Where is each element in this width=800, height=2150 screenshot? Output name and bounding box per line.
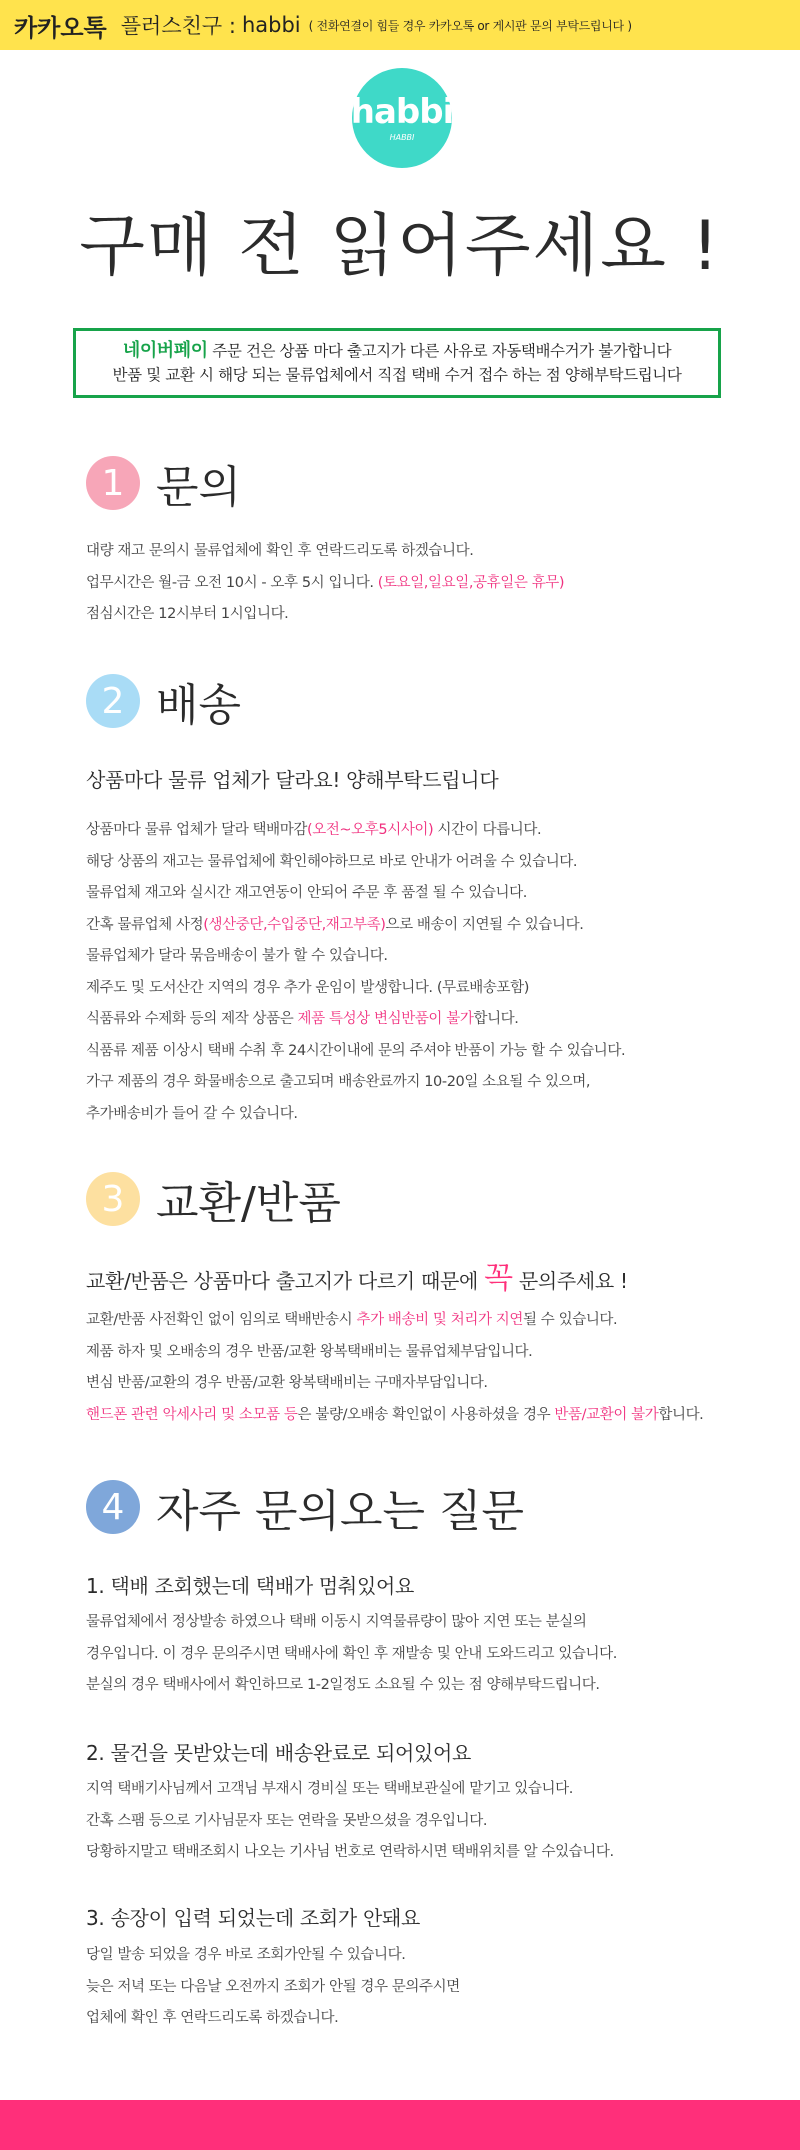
section-shipping-header bbox=[86, 669, 241, 733]
top-banner bbox=[0, 0, 800, 50]
section-number-badge: 2 bbox=[86, 674, 140, 728]
naverpay-label: 네이버페이 bbox=[122, 340, 208, 361]
text-line bbox=[86, 1004, 786, 1036]
text-line: 물류업체 재고와 실시간 재고연동이 안되어 주문 후 품절 될 수 있습니다. bbox=[86, 885, 527, 901]
text-segment: 합니다. bbox=[658, 1406, 704, 1423]
text-segment: 식품류와 수제화 등의 제작 상품은 bbox=[86, 1011, 298, 1027]
text-line: 분실의 경우 택배사에서 확인하므로 1-2일정도 소요될 수 있는 점 양해부탁드립니다. bbox=[86, 1677, 600, 1693]
text-line: 제품 하자 및 오배송의 경우 반품/교환 왕복택배비는 물류업체부담입니다. bbox=[86, 1343, 533, 1360]
faq-answer-1 bbox=[86, 1607, 786, 1702]
section-exchange-header bbox=[86, 1167, 341, 1231]
text-segment: 교환/반품 사전확인 없이 임의로 택배반송시 bbox=[86, 1312, 357, 1328]
faq-question-3: 3. 송장이 입력 되었는데 조회가 안돼요 bbox=[86, 1906, 421, 1930]
text-line bbox=[86, 815, 786, 847]
highlight-text: 추가 배송비 및 처리가 지연 bbox=[356, 1312, 523, 1328]
bottom-banner bbox=[0, 2100, 800, 2150]
highlight-text: (생산중단,수입중단,재고부족) bbox=[203, 916, 386, 933]
naverpay-notice-box bbox=[73, 328, 721, 398]
page-title: 구매 전 읽어주세요 ! bbox=[79, 207, 721, 286]
kakao-id: habbi bbox=[241, 13, 301, 37]
text-segment: 으로 배송이 지연될 수 있습니다. bbox=[385, 916, 584, 933]
text-segment: 교환/반품은 상품마다 출고지가 다르기 때문에 bbox=[86, 1269, 485, 1293]
text-segment: 상품마다 물류 업체가 달라 택배마감 bbox=[86, 822, 307, 838]
section-title: 배송 bbox=[156, 680, 242, 731]
faq-answer-3 bbox=[86, 1940, 786, 2035]
text-line: 물류업체에서 정상발송 하였으나 택배 이동시 지역물류량이 많아 지연 또는 분실의 bbox=[86, 1614, 587, 1630]
text-line: 업체에 확인 후 연락드리도록 하겠습니다. bbox=[86, 2010, 339, 2026]
plus-friend-label: 플러스친구 : bbox=[120, 14, 236, 38]
faq-question-1: 1. 택배 조회했는데 택배가 멈춰있어요 bbox=[86, 1574, 415, 1598]
section-faq-header bbox=[86, 1475, 524, 1539]
logo-word: habbi bbox=[350, 91, 454, 132]
exchange-subtitle bbox=[86, 1253, 628, 1297]
text-line: 점심시간은 12시부터 1시입니다. bbox=[86, 606, 289, 622]
text-line: 물류업체가 달라 묶음배송이 불가 할 수 있습니다. bbox=[86, 948, 388, 964]
text-line bbox=[86, 1305, 786, 1337]
exchange-text bbox=[86, 1305, 786, 1431]
section-title: 자주 문의오는 질문 bbox=[156, 1486, 525, 1537]
faq-question-2: 2. 물건을 못받았는데 배송완료로 되어있어요 bbox=[86, 1741, 472, 1765]
text-segment: 문의주세요 ! bbox=[512, 1269, 628, 1293]
highlight-text: 핸드폰 관련 악세사리 및 소모품 등 bbox=[86, 1406, 298, 1423]
highlight-text: 제품 특성상 변심반품이 불가 bbox=[297, 1011, 474, 1027]
emphasis-text: 꼭 bbox=[484, 1261, 513, 1296]
text-segment: 업무시간은 월-금 오전 10시 - 오후 5시 입니다. bbox=[86, 574, 378, 591]
text-segment: 은 불량/오배송 확인없이 사용하셨을 경우 bbox=[297, 1406, 555, 1423]
highlight-text: 반품/교환이 불가 bbox=[554, 1406, 659, 1423]
text-line bbox=[86, 1400, 786, 1432]
section-inquiry-header bbox=[86, 451, 241, 515]
text-line: 식품류 제품 이상시 택배 수취 후 24시간이내에 문의 주셔야 반품이 가능 할 수 있습니다. bbox=[86, 1042, 626, 1059]
section-title: 교환/반품 bbox=[156, 1178, 341, 1229]
text-line: 가구 제품의 경우 화물배송으로 출고되며 배송완료까지 10-20일 소요될 수 있으며, bbox=[86, 1074, 591, 1090]
section-title: 문의 bbox=[156, 462, 242, 513]
text-line: 대량 재고 문의시 물류업체에 확인 후 연락드리도록 하겠습니다. bbox=[86, 543, 474, 559]
text-line: 당일 발송 되었을 경우 바로 조회가안될 수 있습니다. bbox=[86, 1947, 406, 1963]
text-segment: 시간이 다릅니다. bbox=[433, 822, 542, 838]
kakaotalk-label: 카카오톡 bbox=[14, 13, 107, 42]
text-line: 경우입니다. 이 경우 문의주시면 택배사에 확인 후 재발송 및 안내 도와드리고 있습니다. bbox=[86, 1645, 617, 1662]
contact-note: ( 전화연결이 힘들 경우 카카오톡 or 게시판 문의 부탁드립니다 ) bbox=[308, 18, 632, 33]
section-number-badge: 3 bbox=[86, 1172, 140, 1226]
text-line bbox=[86, 568, 786, 600]
highlight-text: (토요일,일요일,공휴일은 휴무) bbox=[377, 574, 565, 591]
text-line: 간혹 스팸 등으로 기사님문자 또는 연락을 못받으셨을 경우입니다. bbox=[86, 1812, 488, 1829]
notice-line-2: 반품 및 교환 시 해당 되는 물류업체에서 직접 택배 수거 접수 하는 점 양해부탁드립니다 bbox=[112, 366, 682, 384]
text-line bbox=[86, 910, 786, 942]
text-line: 변심 반품/교환의 경우 반품/교환 왕복택배비는 구매자부담입니다. bbox=[86, 1375, 488, 1391]
text-line: 추가배송비가 들어 갈 수 있습니다. bbox=[86, 1105, 298, 1122]
highlight-text: (오전~오후5시사이) bbox=[306, 822, 434, 838]
text-line: 늦은 저녁 또는 다음날 오전까지 조회가 안될 경우 문의주시면 bbox=[86, 1978, 460, 1995]
shipping-subtitle: 상품마다 물류 업체가 달라요! 양해부탁드립니다 bbox=[86, 768, 499, 792]
shipping-text bbox=[86, 815, 786, 1130]
text-line: 해당 상품의 재고는 물류업체에 확인해야하므로 바로 안내가 어려울 수 있습니다. bbox=[86, 853, 578, 870]
section-number-badge: 4 bbox=[86, 1480, 140, 1534]
logo-subtext: HABBI bbox=[389, 132, 415, 142]
notice-line-1-text: 주문 건은 상품 마다 출고지가 다른 사유로 자동택배수거가 불가합니다 bbox=[207, 342, 672, 360]
text-line: 제주도 및 도서산간 지역의 경우 추가 운임이 발생합니다. (무료배송포함) bbox=[86, 979, 529, 996]
text-line: 지역 택배기사님께서 고객님 부재시 경비실 또는 택배보관실에 맡기고 있습니다. bbox=[86, 1781, 573, 1797]
text-line: 당황하지말고 택배조회시 나오는 기사님 번호로 연락하시면 택배위치를 알 수있습니다. bbox=[86, 1844, 614, 1860]
inquiry-text bbox=[86, 536, 786, 631]
habbi-logo bbox=[352, 68, 452, 168]
text-segment: 간혹 물류업체 사정 bbox=[86, 916, 204, 933]
section-number-badge: 1 bbox=[86, 456, 140, 510]
text-segment: 될 수 있습니다. bbox=[522, 1312, 618, 1328]
notice-line-1 bbox=[123, 339, 671, 363]
faq-answer-2 bbox=[86, 1774, 786, 1869]
text-segment: 합니다. bbox=[473, 1011, 519, 1027]
